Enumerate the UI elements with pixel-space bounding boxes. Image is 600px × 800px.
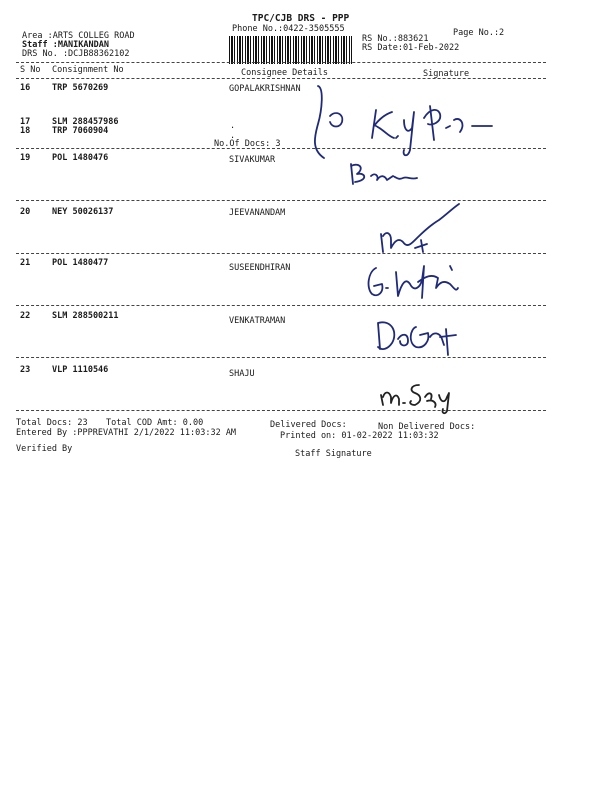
verified-by: Verified By [16, 444, 73, 454]
document-title: TPC/CJB DRS - PPP [252, 13, 350, 24]
row-sno: 18 [20, 126, 31, 136]
divider [16, 410, 546, 411]
total-cod-amount: Total COD Amt: 0.00 [106, 418, 204, 428]
printed-on: Printed on: 01-02-2022 11:03:32 [280, 431, 439, 441]
row-sno: 16 [20, 83, 31, 93]
row-consignment: SLM 288500211 [52, 311, 119, 321]
row-consignment: NEY 50026137 [52, 207, 114, 217]
column-consignment: Consignment No [52, 65, 124, 75]
column-signature: Signature [423, 69, 470, 79]
non-delivered-docs: Non Delivered Docs: [378, 422, 476, 432]
row-sno: 20 [20, 207, 31, 217]
signature-row23 [375, 373, 465, 413]
row-consignment: SLM 288457986 [52, 117, 119, 127]
staff-label: Staff :MANIKANDAN [22, 40, 109, 50]
row-sno: 19 [20, 153, 31, 163]
signature-row16 [300, 80, 520, 160]
row-consignment: POL 1480476 [52, 153, 109, 163]
signature-row20 [375, 200, 465, 260]
dot-mark: . [230, 131, 236, 141]
column-sno: S No [20, 65, 41, 75]
row-sno: 21 [20, 258, 31, 268]
row-sno: 22 [20, 311, 31, 321]
divider [16, 253, 546, 254]
divider [16, 200, 546, 201]
row-consignment: TRP 5670269 [52, 83, 109, 93]
staff-signature: Staff Signature [295, 449, 372, 459]
total-docs: Total Docs: 23 [16, 418, 88, 428]
row-consignee: SIVAKUMAR [229, 155, 276, 165]
dot-mark: . [230, 121, 236, 131]
row-consignee: JEEVANANDAM [229, 208, 286, 218]
row-consignee: SUSEENDHIRAN [229, 263, 291, 273]
delivered-docs: Delivered Docs: [270, 420, 347, 430]
row-sno: 17 [20, 117, 31, 127]
barcode-image [229, 36, 352, 64]
rs-number: RS No.:883621 [362, 34, 429, 44]
row-consignment: TRP 7060904 [52, 126, 109, 136]
row-consignee: VENKATRAMAN [229, 316, 286, 326]
row-sno: 23 [20, 365, 31, 375]
signature-row21 [360, 258, 470, 308]
row-consignee: GOPALAKRISHNAN [229, 84, 301, 94]
area-label: Area :ARTS COLLEG ROAD [22, 31, 135, 41]
page-number: Page No.:2 [453, 28, 505, 38]
divider [16, 62, 546, 63]
row-consignee: SHAJU [229, 369, 255, 379]
phone-number: Phone No.:0422-3505555 [232, 24, 345, 34]
signature-row19 [345, 158, 445, 188]
divider [16, 78, 546, 79]
entered-by: Entered By :PPPREVATHI 2/1/2022 11:03:32 AM [16, 428, 237, 438]
group-doc-count: No.Of Docs: 3 [214, 139, 281, 149]
row-consignment: POL 1480477 [52, 258, 109, 268]
signature-row22 [370, 315, 470, 365]
drs-number: DRS No. :DCJB88362102 [22, 49, 130, 59]
rs-date: RS Date:01-Feb-2022 [362, 43, 460, 53]
row-consignment: VLP 1110546 [52, 365, 109, 375]
column-consignee: Consignee Details [241, 68, 328, 78]
